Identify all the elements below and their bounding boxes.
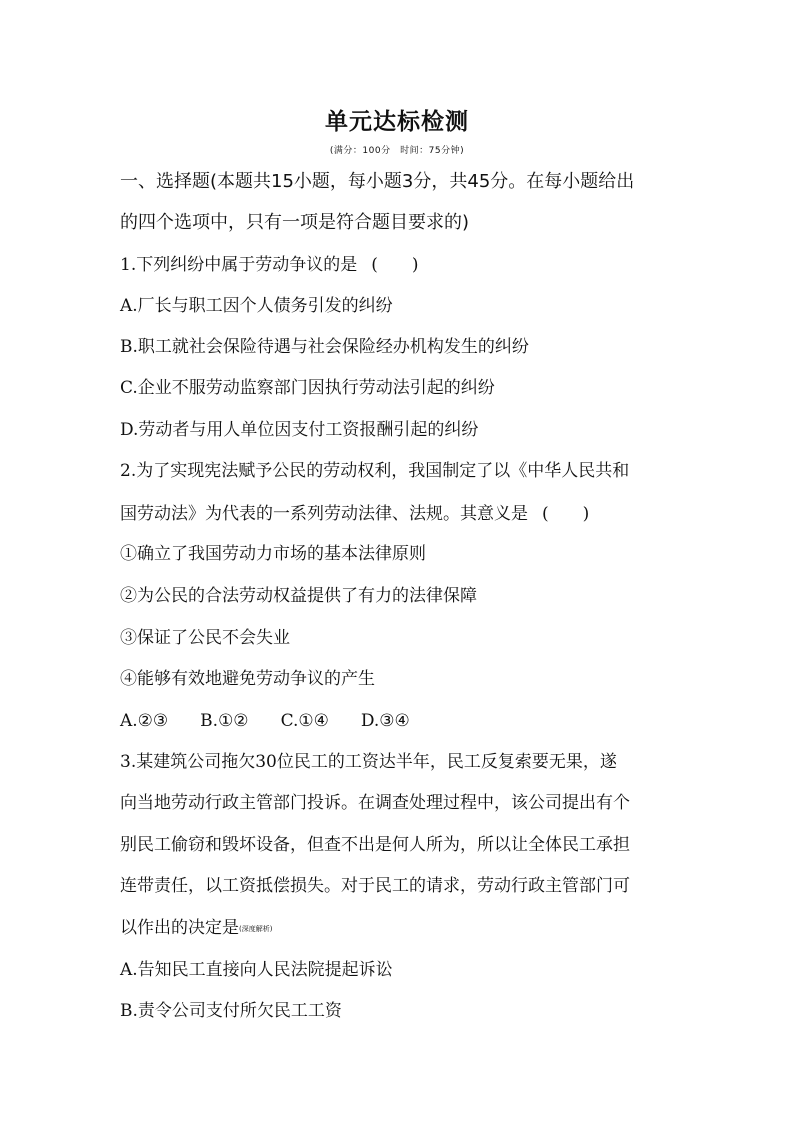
question-3-text: 以作出的决定是 (120, 918, 239, 938)
question-1-option-d: D.劳动者与用人单位因支付工资报酬引起的纠纷 (120, 420, 479, 440)
question-2-text: 国劳动法》为代表的一系列劳动法律、法规。其意义是 (120, 504, 528, 524)
question-1-stem (120, 253, 419, 277)
question-2-statement-2: ②为公民的合法劳动权益提供了有力的法律保障 (120, 586, 477, 606)
answer-bracket: ( ) (371, 255, 419, 275)
question-2-statement-1: ①确立了我国劳动力市场的基本法律原则 (120, 544, 426, 564)
question-2-stem-line-1: 2.为了实现宪法赋予公民的劳动权利，我国制定了以《中华人民共和 (120, 461, 630, 481)
question-3-stem-line-2: 向当地劳动行政主管部门投诉。在调查处理过程中，该公司提出有个 (120, 793, 630, 813)
question-2-statement-3: ③保证了公民不会失业 (120, 628, 290, 648)
question-2-options (120, 709, 410, 733)
question-3-stem-line-1: 3.某建筑公司拖欠30位民工的工资达半年，民工反复索要无果，遂 (120, 752, 617, 772)
question-1-option-b: B.职工就社会保险待遇与社会保险经办机构发生的纠纷 (120, 337, 529, 357)
question-2-option-d: D.③④ (360, 711, 410, 731)
question-2-option-c: C.①④ (280, 711, 329, 731)
question-3-stem-line-3: 别民工偷窃和毁坏设备，但查不出是何人所为，所以让全体民工承担 (120, 835, 630, 855)
question-2-stem-line-2 (120, 502, 589, 526)
exam-info: (满分：100分 时间：75分钟) (329, 146, 465, 156)
question-3-option-a: A.告知民工直接向人民法院提起诉讼 (120, 960, 393, 980)
question-3-option-b: B.责令公司支付所欠民工工资 (120, 1001, 342, 1021)
analysis-note: (深度解析) (239, 925, 273, 933)
question-2-option-a: A.②③ (120, 711, 169, 731)
question-2-statement-4: ④能够有效地避免劳动争议的产生 (120, 669, 375, 689)
question-1-option-c: C.企业不服劳动监察部门因执行劳动法引起的纠纷 (120, 378, 495, 398)
question-3-stem-line-5 (120, 916, 272, 941)
section-heading-line-2: 的四个选项中，只有一项是符合题目要求的) (120, 212, 470, 233)
answer-bracket: ( ) (542, 504, 590, 524)
question-1-text: 1.下列纠纷中属于劳动争议的是 (120, 255, 358, 275)
question-2-option-b: B.①② (200, 711, 249, 731)
page-title: 单元达标检测 (325, 109, 469, 135)
question-1-option-a: A.厂长与职工因个人债务引发的纠纷 (120, 296, 393, 316)
question-3-stem-line-4: 连带责任，以工资抵偿损失。对于民工的请求，劳动行政主管部门可 (120, 876, 630, 896)
section-heading-line-1: 一、选择题(本题共15小题，每小题3分，共45分。在每小题给出 (120, 171, 635, 192)
